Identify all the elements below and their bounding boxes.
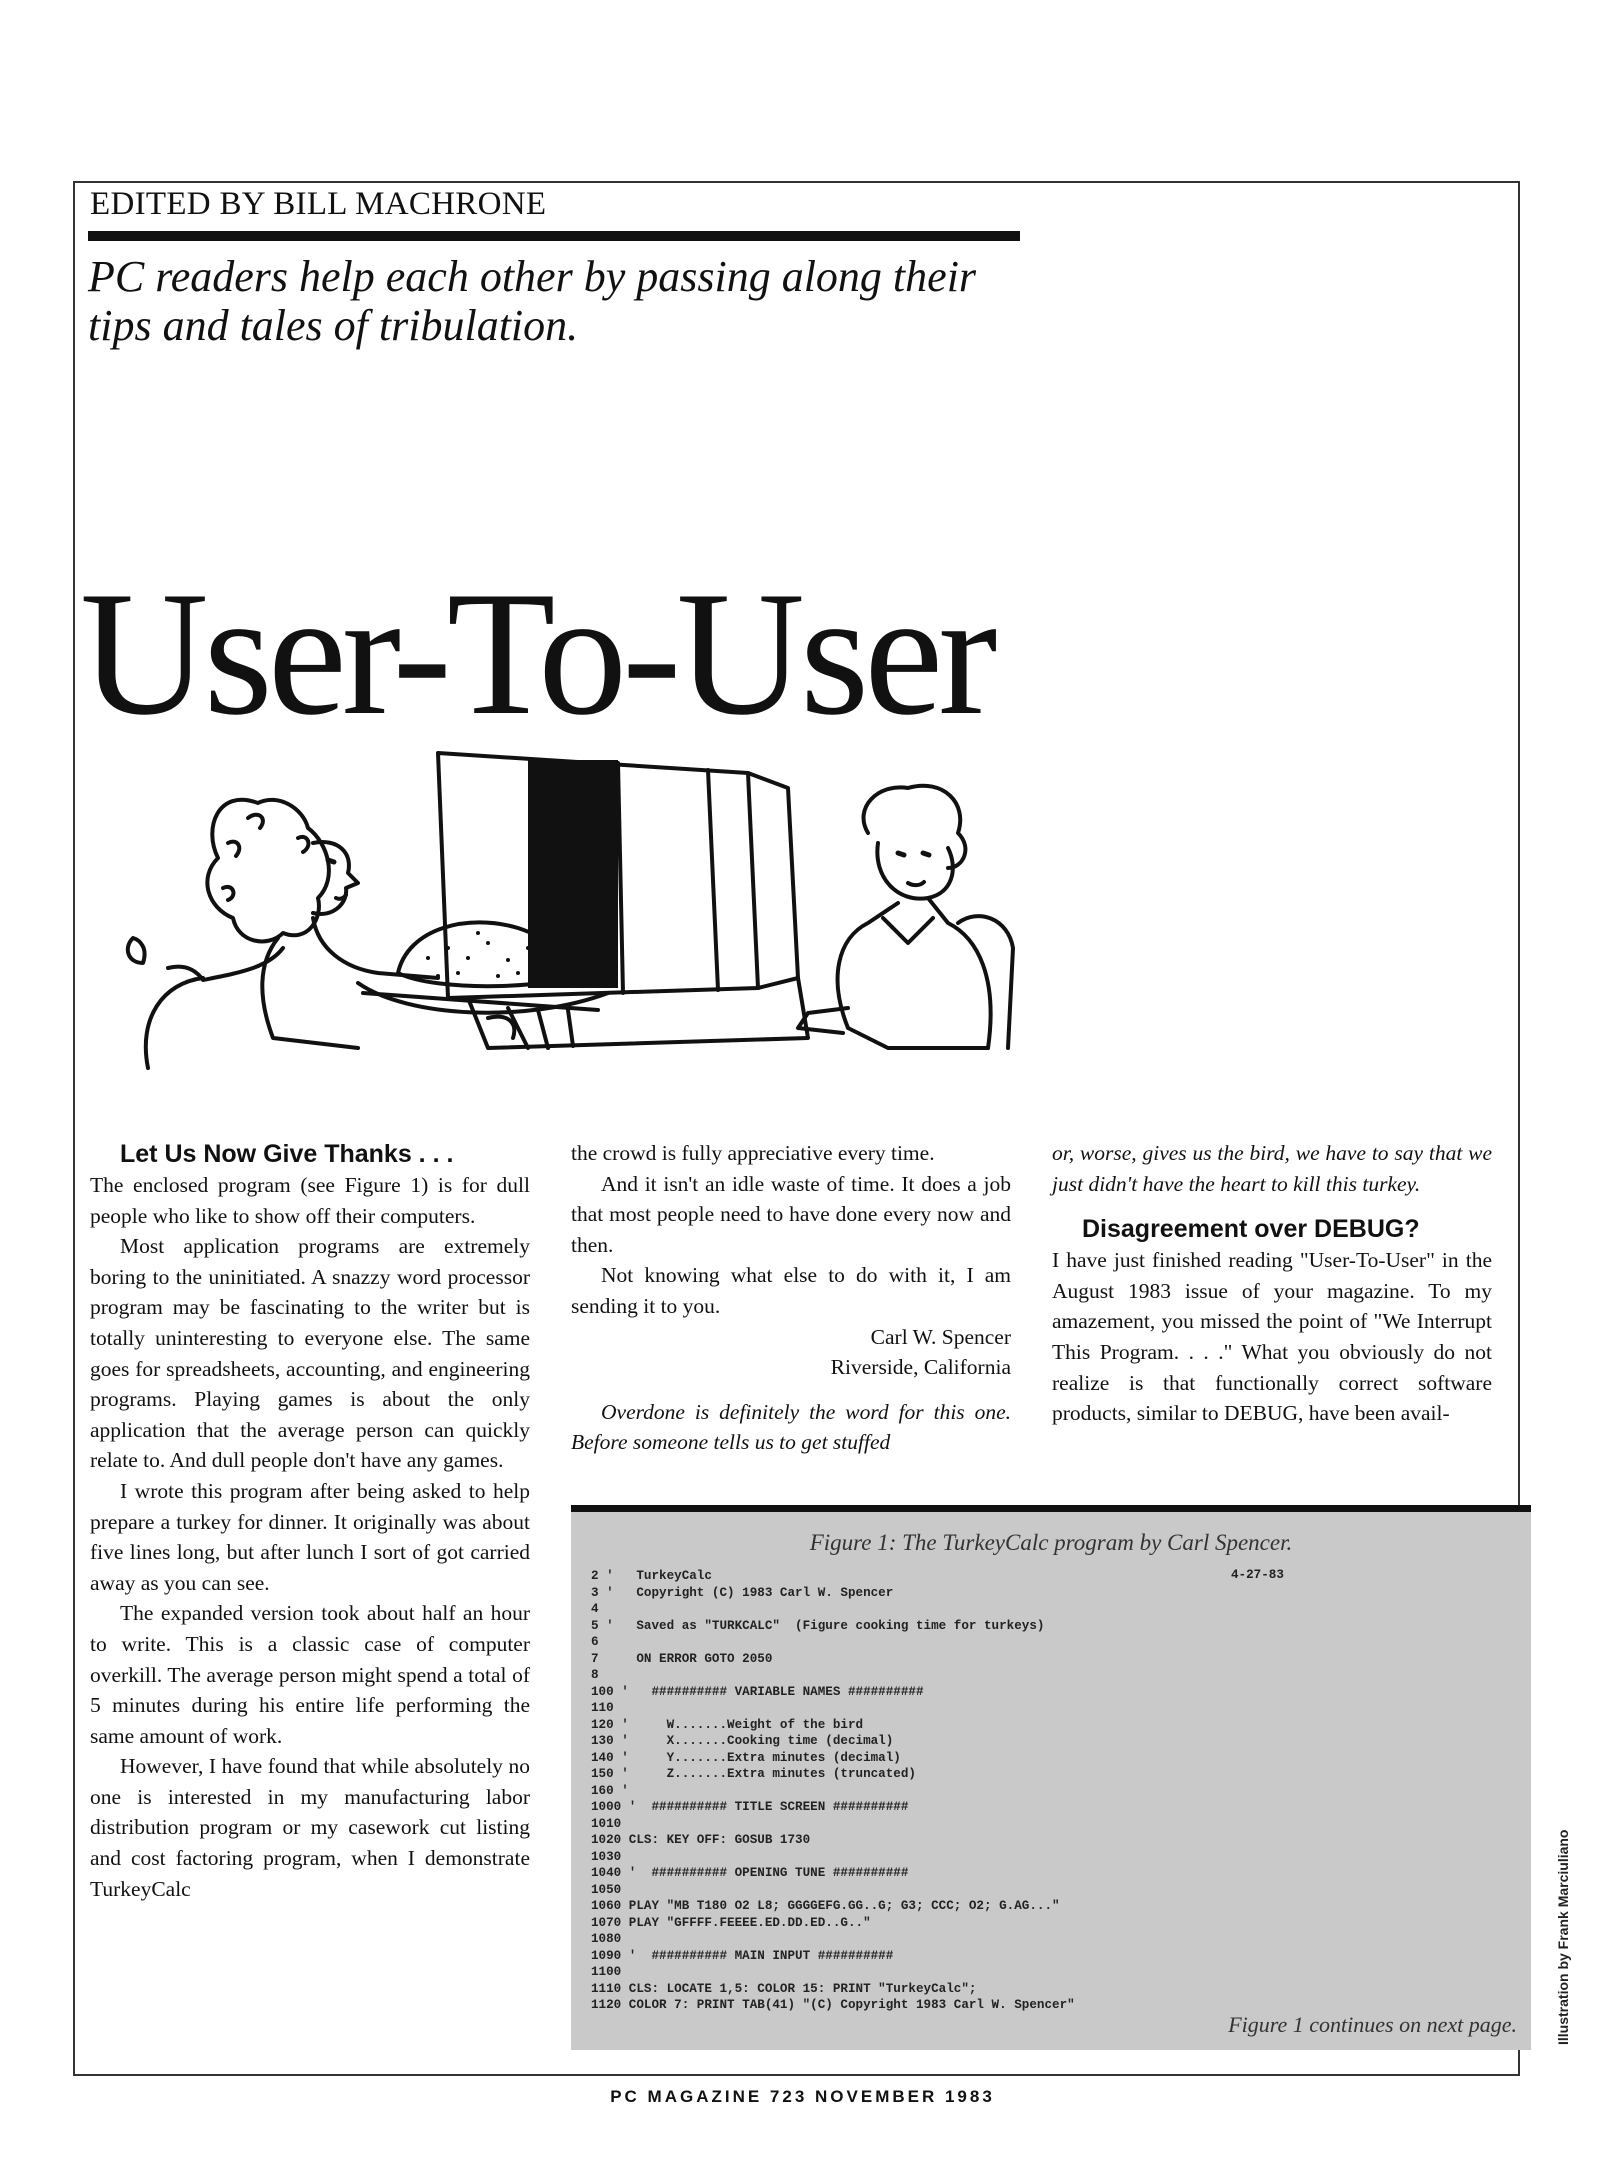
figure-1-box bbox=[571, 1505, 1531, 2050]
signature-place: Riverside, California bbox=[830, 1355, 1011, 1380]
paragraph: The enclosed program (see Figure 1) is for dull people who like to show off their computers. bbox=[90, 1173, 530, 1228]
masthead-title: User-To-User bbox=[80, 554, 993, 752]
program-listing: 2 ' TurkeyCalc 3 ' Copyright (C) 1983 Carl W. Spencer 4 5 ' Saved as "TURKCALC" (Figure cooking time for turkeys) 6 7 ON ERROR GOTO 2050 8 100 ' ########## VARIABLE NAMES ########## 110 120 ' W.......Weight of the bird 130 ' X.......Cooking time (decimal) 140 ' Y.......Extra minutes (decimal) 150 ' Z.......Extra minutes (truncated) 160 ' 1000 ' ########## TITLE SCREEN ########## 1010 1020 CLS: KEY OFF: GOSUB 1730 1030 1040 ' ########## OPENING TUNE ########## 1050 1060 PLAY "MB T180 O2 L8; GGGGEFG.GG..G; G3; CCC; O2; G.AG..." 1070 PLAY "GFFFF.FEEEE.ED.DD.ED..G.." 1080 1090 ' ########## MAIN INPUT ########## 1100 1110 CLS: LOCATE 1,5: COLOR 15: PRINT "TurkeyCalc"; 1120 COLOR 7: PRINT TAB(41) "(C) Copyright 1983 Carl W. Spencer" bbox=[591, 1569, 1075, 2012]
figure-caption: Figure 1: The TurkeyCalc program by Carl Spencer. bbox=[809, 1530, 1293, 1555]
paragraph: I wrote this program after being asked to help prepare a turkey for dinner. It originally was about five lines long, but after lunch I sort of got carried away as you can see. bbox=[90, 1478, 530, 1595]
code-date: 4-27-83 bbox=[1231, 1568, 1284, 1582]
section-heading-give-thanks: Let Us Now Give Thanks . . . bbox=[120, 1140, 454, 1168]
page-footer: PC MAGAZINE 723 NOVEMBER 1983 bbox=[610, 2087, 995, 2106]
editor-reply: Overdone is definitely the word for this one. Before someone tells us to get stuffed bbox=[571, 1399, 1011, 1455]
tagline: PC readers help each other by passing along their tips and tales of tribulation. bbox=[88, 252, 977, 350]
article-column-3 bbox=[1052, 1138, 1492, 1429]
turkey-illustration bbox=[108, 748, 1018, 1078]
paragraph: And it isn't an idle waste of time. It does a job that most people need to have done every now and then. bbox=[571, 1171, 1011, 1257]
section-heading-debug: Disagreement over DEBUG? bbox=[1082, 1215, 1420, 1244]
paragraph: the crowd is fully appreciative every time. bbox=[571, 1141, 935, 1165]
signature-name: Carl W. Spencer bbox=[870, 1324, 1011, 1349]
figure-continues-note: Figure 1 continues on next page. bbox=[1228, 2012, 1517, 2037]
paragraph: Not knowing what else to do with it, I am sending it to you. bbox=[571, 1263, 1011, 1318]
paragraph: However, I have found that while absolutely no one is interested in my manufacturing labor distribution program or my casework cut listing and cost factoring program, when I demonstrate TurkeyCalc bbox=[90, 1754, 530, 1901]
paragraph: The expanded version took about half an hour to write. This is a classic case of computer overkill. The average person might spend a total of 5 minutes during his entire life performing the same amount of work. bbox=[90, 1601, 530, 1748]
illustration-credit: Illustration by Frank Marciuliano bbox=[1555, 1829, 1571, 2045]
editor-line: EDITED BY BILL MACHRONE bbox=[90, 186, 547, 222]
paragraph: Most application programs are extremely boring to the uninitiated. A snazzy word processor program may be fascinating to the writer but is totally uninteresting to everyone else. The same goes for spreadsheets, accounting, and engineering programs. Playing games is about the only application that the average person can quickly relate to. And dull people don't have any games. bbox=[90, 1234, 530, 1473]
article-column-1 bbox=[90, 1138, 530, 1904]
paragraph: I have just finished reading "User-To-User" in the August 1983 issue of your magazine. To my amazement, you missed the point of "We Interrupt This Program. . . ." What you obviously do not realize is that functionally correct software products, similar to DEBUG, have been avail- bbox=[1052, 1248, 1492, 1426]
header-rule bbox=[88, 231, 1020, 241]
article-column-2 bbox=[571, 1138, 1011, 1458]
editor-reply: or, worse, gives us the bird, we have to say that we just didn't have the heart to kill this turkey. bbox=[1052, 1141, 1492, 1196]
